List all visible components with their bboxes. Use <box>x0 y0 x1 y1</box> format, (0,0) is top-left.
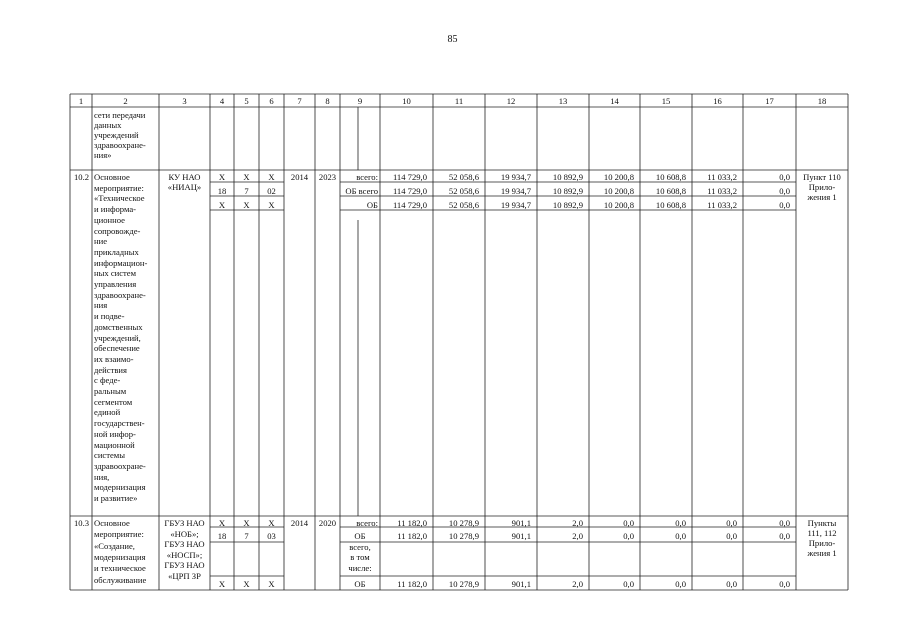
funding-source-label: ОБ <box>354 579 366 589</box>
description-line: сегментом <box>94 396 133 407</box>
amount-cell: 0,0 <box>779 200 790 210</box>
amount-cell: 0,0 <box>623 518 634 528</box>
reference-line: Прило- <box>808 182 836 192</box>
row-number: 10.2 <box>73 172 90 182</box>
amount-cell: 2,0 <box>572 579 583 589</box>
column-header-9: 9 <box>357 96 363 106</box>
description-line: ной инфор- <box>94 428 136 439</box>
amount-cell: 10 608,8 <box>655 172 686 182</box>
description-line: обслуживание <box>94 574 147 585</box>
description-line: управления <box>94 279 137 289</box>
description-line: ния <box>94 300 108 311</box>
funding-source-label: ОБ <box>354 531 366 541</box>
executor-line: ГБУЗ НАО <box>164 539 205 549</box>
description-line: их взаимо- <box>94 353 134 364</box>
reference-line: жения 1 <box>807 548 837 558</box>
budget-code: X <box>268 579 275 589</box>
reference-line: Пункты <box>807 518 837 528</box>
description-line: мероприятие: <box>94 182 144 193</box>
amount-cell: 10 200,8 <box>603 200 634 210</box>
description-line: ционное <box>94 214 125 225</box>
amount-cell: 11 182,0 <box>397 531 427 541</box>
amount-cell: 10 608,8 <box>655 200 686 210</box>
column-header-5: 5 <box>244 96 249 106</box>
funding-source-label: ОБ <box>366 200 378 210</box>
column-header-14: 14 <box>610 96 619 106</box>
description-line: ных систем <box>94 268 137 279</box>
amount-cell: 114 729,0 <box>392 186 427 196</box>
budget-code: X <box>218 172 226 182</box>
column-header-12: 12 <box>506 96 516 106</box>
description-line: «Техническое <box>94 193 145 204</box>
budget-code: X <box>268 172 275 182</box>
start-year: 2014 <box>290 518 309 528</box>
amount-cell: 11 033,2 <box>707 172 737 182</box>
column-header-2: 2 <box>123 96 128 106</box>
description-line: прикладных <box>94 246 139 257</box>
description-line: мационной <box>94 439 135 450</box>
amount-cell: 0,0 <box>726 518 737 528</box>
amount-cell: 10 200,8 <box>603 186 634 196</box>
amount-cell: 0,0 <box>779 172 790 182</box>
description-line: и развитие» <box>94 493 138 503</box>
column-header-18: 18 <box>817 96 827 106</box>
description-line: ния» <box>94 150 112 160</box>
amount-cell: 19 934,7 <box>500 186 531 196</box>
description-line: сопровожде- <box>94 225 141 236</box>
reference-line: жения 1 <box>807 192 837 202</box>
amount-cell: 0,0 <box>779 579 790 589</box>
description-line: действия <box>94 364 127 375</box>
amount-cell: 901,1 <box>511 579 531 589</box>
executor-line: «НОБ»; <box>170 528 199 539</box>
amount-cell: 0,0 <box>779 518 790 528</box>
description-line: ральным <box>94 386 127 396</box>
description-line: «Создание, <box>94 540 135 551</box>
amount-cell: 10 892,9 <box>552 200 583 210</box>
executor-line: «НОСП»; <box>166 549 203 560</box>
amount-cell: 2,0 <box>572 518 583 528</box>
amount-cell: 11 033,2 <box>707 186 737 196</box>
column-header-4: 4 <box>219 96 225 106</box>
column-header-16: 16 <box>713 96 722 106</box>
budget-code: X <box>268 200 275 210</box>
amount-cell: 11 182,0 <box>397 518 427 528</box>
description-line: информацион- <box>94 257 148 268</box>
funding-source-label: всего: <box>356 172 378 182</box>
description-line: государствен- <box>94 418 145 429</box>
row-number: 10.3 <box>73 518 90 528</box>
executor-line: «ЦРП ЗР <box>168 570 201 581</box>
column-header-7: 7 <box>297 96 302 106</box>
description-line: Основное <box>94 172 130 182</box>
description-line: здравоохране- <box>94 460 146 471</box>
description-line: данных <box>94 120 122 130</box>
start-year: 2014 <box>290 172 309 182</box>
description-line: и информа- <box>94 204 137 215</box>
budget-code: 7 <box>244 531 249 541</box>
amount-cell: 0,0 <box>623 531 634 541</box>
reference-line: Прило- <box>808 538 836 548</box>
description-line: домственных <box>94 321 143 332</box>
funding-source-label: всего, <box>349 541 371 552</box>
amount-cell: 10 278,9 <box>448 531 479 541</box>
amount-cell: 0,0 <box>726 579 737 589</box>
description-line: Основное <box>94 518 130 528</box>
description-line: мероприятие: <box>94 529 144 540</box>
description-line: сети передачи <box>94 110 146 120</box>
description-line: учреждений, <box>94 332 141 343</box>
amount-cell: 52 058,6 <box>448 200 479 210</box>
column-header-15: 15 <box>661 96 671 106</box>
column-header-8: 8 <box>325 96 330 106</box>
funding-source-label: числе: <box>348 562 372 573</box>
amount-cell: 10 278,9 <box>448 579 479 589</box>
budget-code: X <box>268 518 275 528</box>
description-line: с феде- <box>94 375 121 386</box>
funding-source-label: всего: <box>356 518 378 528</box>
column-header-10: 10 <box>402 96 411 106</box>
column-header-11: 11 <box>454 96 464 106</box>
amount-cell: 52 058,6 <box>448 186 479 196</box>
amount-cell: 19 934,7 <box>500 172 531 182</box>
amount-cell: 0,0 <box>675 518 686 528</box>
amount-cell: 0,0 <box>675 579 686 589</box>
column-header-3: 3 <box>182 96 187 106</box>
column-header-13: 13 <box>558 96 568 106</box>
description-line: здравоохране- <box>94 289 146 300</box>
amount-cell: 0,0 <box>726 531 737 541</box>
description-line: здравоохране- <box>94 140 146 150</box>
amount-cell: 11 182,0 <box>397 579 427 589</box>
budget-code: 02 <box>267 186 276 196</box>
description-line: и подве- <box>94 311 125 322</box>
column-header-6: 6 <box>269 96 274 106</box>
budget-code: X <box>243 172 250 182</box>
amount-cell: 2,0 <box>572 531 583 541</box>
amount-cell: 10 278,9 <box>448 518 479 528</box>
amount-cell: 10 892,9 <box>552 172 583 182</box>
column-header-17: 17 <box>765 96 774 106</box>
amount-cell: 114 729,0 <box>392 200 427 210</box>
executor-line: ГБУЗ НАО <box>164 560 205 570</box>
description-line: единой <box>94 407 121 418</box>
end-year: 2023 <box>318 172 337 182</box>
amount-cell: 114 729,0 <box>392 172 427 182</box>
budget-code: 7 <box>244 186 249 196</box>
executor-line: «НИАЦ» <box>167 182 202 192</box>
description-line: обеспечение <box>94 343 140 354</box>
column-header-1: 1 <box>78 96 84 106</box>
description-line: и техническое <box>94 563 146 574</box>
description-line: ния, <box>94 471 110 482</box>
amount-cell: 11 033,2 <box>707 200 737 210</box>
budget-code: 18 <box>217 531 227 541</box>
amount-cell: 901,1 <box>511 531 531 541</box>
page-number: 85 <box>447 34 458 45</box>
budget-code: X <box>218 200 226 210</box>
budget-code: X <box>243 200 250 210</box>
description-line: системы <box>94 450 126 461</box>
amount-cell: 0,0 <box>779 531 790 541</box>
amount-cell: 0,0 <box>623 579 634 589</box>
amount-cell: 10 200,8 <box>603 172 634 182</box>
description-line: учреждений <box>94 130 139 140</box>
reference-line: 111, 112 <box>807 528 837 538</box>
amount-cell: 10 608,8 <box>655 186 686 196</box>
amount-cell: 19 934,7 <box>500 200 531 210</box>
budget-code: 18 <box>217 186 227 196</box>
budget-code: X <box>218 579 226 589</box>
budget-code: X <box>218 518 226 528</box>
reference-line: Пункт 110 <box>803 172 841 182</box>
budget-code: X <box>243 579 250 589</box>
budget-code: X <box>243 518 250 528</box>
amount-cell: 901,1 <box>511 518 531 528</box>
executor-line: ГБУЗ НАО <box>164 518 205 528</box>
amount-cell: 0,0 <box>675 531 686 541</box>
description-line: модернизация <box>94 482 146 493</box>
amount-cell: 10 892,9 <box>552 186 583 196</box>
funding-source-label: ОБ всего <box>345 186 378 196</box>
description-line: ние <box>94 236 108 247</box>
amount-cell: 0,0 <box>779 186 790 196</box>
description-line: модернизация <box>94 551 146 562</box>
budget-code: 03 <box>267 531 276 541</box>
amount-cell: 52 058,6 <box>448 172 479 182</box>
executor-line: КУ НАО <box>168 172 201 182</box>
end-year: 2020 <box>318 518 337 528</box>
funding-source-label: в том <box>350 552 370 562</box>
